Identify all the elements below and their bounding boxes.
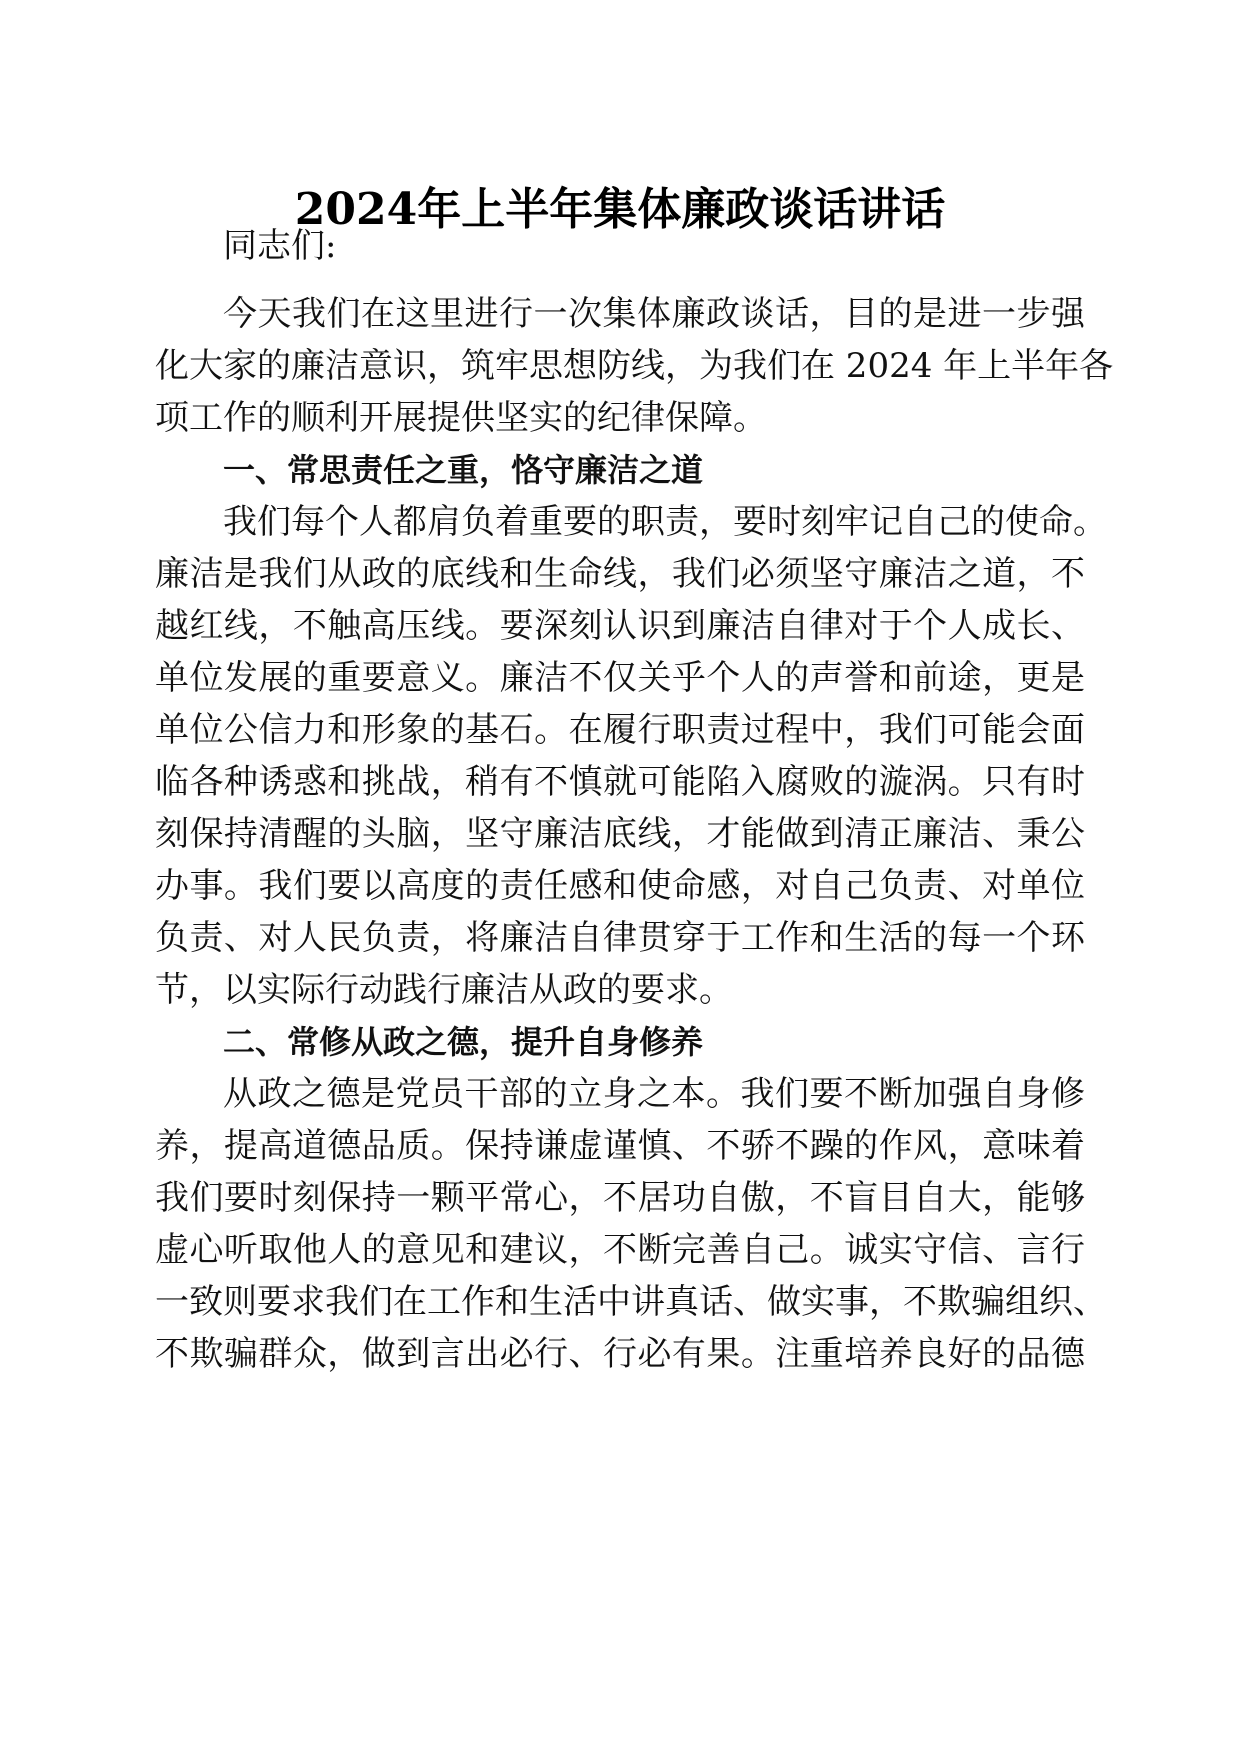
section-1-line-4: 单位发展的重要意义。廉洁不仅关乎个人的声誉和前途，更是: [155, 658, 1085, 698]
intro-line-2: 化大家的廉洁意识，筑牢思想防线，为我们在 2024 年上半年各: [155, 346, 1114, 386]
section-1-line-5: 单位公信力和形象的基石。在履行职责过程中，我们可能会面: [155, 710, 1085, 750]
document-title: 2024年上半年集体廉政谈话讲话: [294, 184, 946, 235]
intro-line-3: 项工作的顺利开展提供坚实的纪律保障。: [155, 398, 767, 438]
section-2-heading: 二、常修从政之德，提升自身修养: [223, 1023, 704, 1061]
section-1-line-6: 临各种诱惑和挑战，稍有不慎就可能陷入腐败的漩涡。只有时: [155, 762, 1085, 802]
section-1-line-10: 节，以实际行动践行廉洁从政的要求。: [155, 970, 733, 1010]
section-2-line-2: 养，提高道德品质。保持谦虚谨慎、不骄不躁的作风，意味着: [155, 1126, 1085, 1166]
section-2-line-6: 不欺骗群众，做到言出必行、行必有果。注重培养良好的品德: [155, 1334, 1085, 1374]
section-1-line-2: 廉洁是我们从政的底线和生命线，我们必须坚守廉洁之道，不: [155, 554, 1085, 594]
intro-line-1: 今天我们在这里进行一次集体廉政谈话，目的是进一步强: [223, 294, 1085, 334]
section-2-line-4: 虚心听取他人的意见和建议，不断完善自己。诚实守信、言行: [155, 1230, 1085, 1270]
salutation: 同志们:: [223, 226, 337, 266]
section-1-line-1: 我们每个人都肩负着重要的职责，要时刻牢记自己的使命。: [223, 502, 1107, 542]
section-2-line-3: 我们要时刻保持一颗平常心，不居功自傲，不盲目自大，能够: [155, 1178, 1085, 1218]
section-1-line-7: 刻保持清醒的头脑，坚守廉洁底线，才能做到清正廉洁、秉公: [155, 814, 1085, 854]
section-1-line-3: 越红线，不触高压线。要深刻认识到廉洁自律对于个人成长、: [155, 606, 1085, 646]
section-1-line-9: 负责、对人民负责，将廉洁自律贯穿于工作和生活的每一个环: [155, 918, 1085, 958]
section-2-line-5: 一致则要求我们在工作和生活中讲真话、做实事，不欺骗组织、: [155, 1282, 1107, 1322]
section-1-line-8: 办事。我们要以高度的责任感和使命感，对自己负责、对单位: [155, 866, 1085, 906]
section-1-heading: 一、常思责任之重，恪守廉洁之道: [223, 451, 704, 489]
section-2-line-1: 从政之德是党员干部的立身之本。我们要不断加强自身修: [223, 1074, 1085, 1114]
